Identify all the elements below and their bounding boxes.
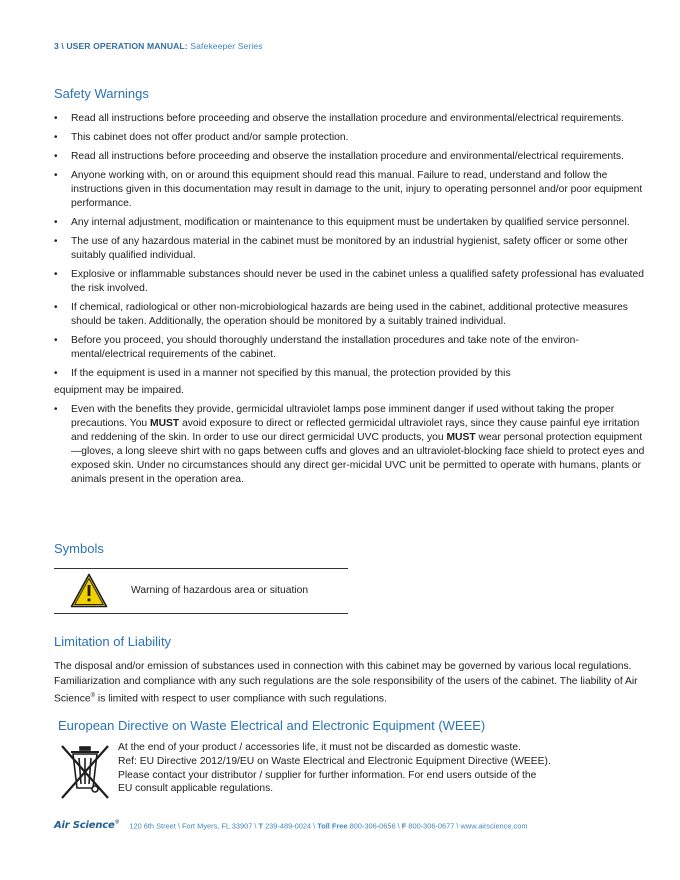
footer-fax-web: 800-306-0677 \ www.airscience.com: [406, 821, 528, 831]
list-item: • Read all instructions before proceeding and observe the installation procedure and environmental/electrical requirements.: [54, 151, 624, 162]
page-number-title: 3 \ USER OPERATION MANUAL:: [54, 41, 188, 51]
list-item: • Explosive or inflammable substances should never be used in the cabinet unless a qualified safety professional has evaluated the risk involved.: [54, 269, 644, 294]
footer-phone: 239-489-0024 \: [263, 821, 318, 831]
weee-heading: European Directive on Waste Electrical and Electronic Equipment (WEEE): [58, 718, 486, 733]
weee-text: At the end of your product / accessories life, it must not be discarded as domestic waste. Ref: EU Directive 2012/19/EU on Waste Electrical and Electronic Equipment Directive (WEEE). Please contact your distributor / supplier for further information. For end users outside of the EU consult applicable regulations.: [118, 742, 551, 795]
safety-warnings-list: [54, 112, 648, 492]
page-footer: Air Science® 120 6th Street \ Fort Myers, FL 33907 \ T 239-489-0024 \ Toll Free 800-306-0656 \ F 800-306-0677 \ www.airscience.com: [54, 820, 528, 832]
uv-warning-item: • Even with the benefits they provide, germicidal ultraviolet lamps pose imminent danger if used without taking the proper precautions. You MUST avoid exposure to direct or reflected germicidal ultraviolet rays, since they cause painful eye irritation and reddening of the skin. In order to use our direct germicidal UVC products, you MUST wear personal protection equipment—gloves, a long sleeve shirt with no gaps between cuffs and gloves and an ultraviolet-blocking face shield to protect eyes and exposed skin. Under no circumstances should any direct ger-micidal UVC unit be permitted to operate with humans, plants or animals present in the operation area.: [54, 404, 645, 485]
list-item: • Read all instructions before proceeding and observe the installation procedure and environmental/electrical requirements.: [54, 113, 624, 124]
safety-warnings-heading: Safety Warnings: [54, 86, 149, 101]
emphasis-must: MUST: [150, 418, 180, 429]
list-item: • Any internal adjustment, modification or maintenance to this equipment must be undertaken by qualified service personnel.: [54, 217, 630, 228]
list-item: • If chemical, radiological or other non-microbiological hazards are being used in the cabinet, additional protective measures should be taken. Additionally, the operation should be monitored by a suitably trained individual.: [54, 302, 628, 327]
list-item-continuation: equipment may be impaired.: [54, 385, 184, 396]
air-science-logo: Air Science®: [54, 820, 120, 832]
footer-address: 120 6th Street \ Fort Myers, FL 33907 \: [129, 821, 259, 831]
liability-text: The disposal and/or emission of substances used in connection with this cabinet may be governed by various local regulations. Familiarization and compliance with any such regulations are the sole responsibility of the users of the cabinet. The liability of Air Science® is limited with respect to user compliance with such regulations.: [54, 661, 638, 705]
symbol-description: Warning of hazardous area or situation: [131, 585, 309, 596]
series-name: Safekeeper Series: [190, 41, 263, 51]
liability-heading: Limitation of Liability: [54, 634, 172, 649]
crossed-out-bin-icon: [58, 744, 112, 800]
page-header: [54, 41, 263, 51]
list-item: • Before you proceed, you should thoroughly understand the installation procedures and take note of the environ-mental/electrical requirements of the cabinet.: [54, 335, 579, 360]
warning-triangle-icon: [70, 573, 108, 609]
list-item: • The use of any hazardous material in the cabinet must be monitored by an industrial hygienist, safety officer or some other suitably qualified individual.: [54, 236, 628, 261]
list-item: • This cabinet does not offer product and/or sample protection.: [54, 132, 349, 143]
list-item: • If the equipment is used in a manner not specified by this manual, the protection provided by this: [54, 368, 511, 379]
footer-tollfree: 800-306-0656 \: [347, 821, 402, 831]
symbols-table: [54, 568, 348, 614]
list-item: • Anyone working with, on or around this equipment should read this manual. Failure to read, understand and follow the instructions given in this documentation may result in damage to the unit, injury to operating personnel and/or poor equipment performance.: [54, 170, 643, 209]
symbols-heading: Symbols: [54, 541, 104, 556]
emphasis-must: MUST: [446, 432, 476, 443]
